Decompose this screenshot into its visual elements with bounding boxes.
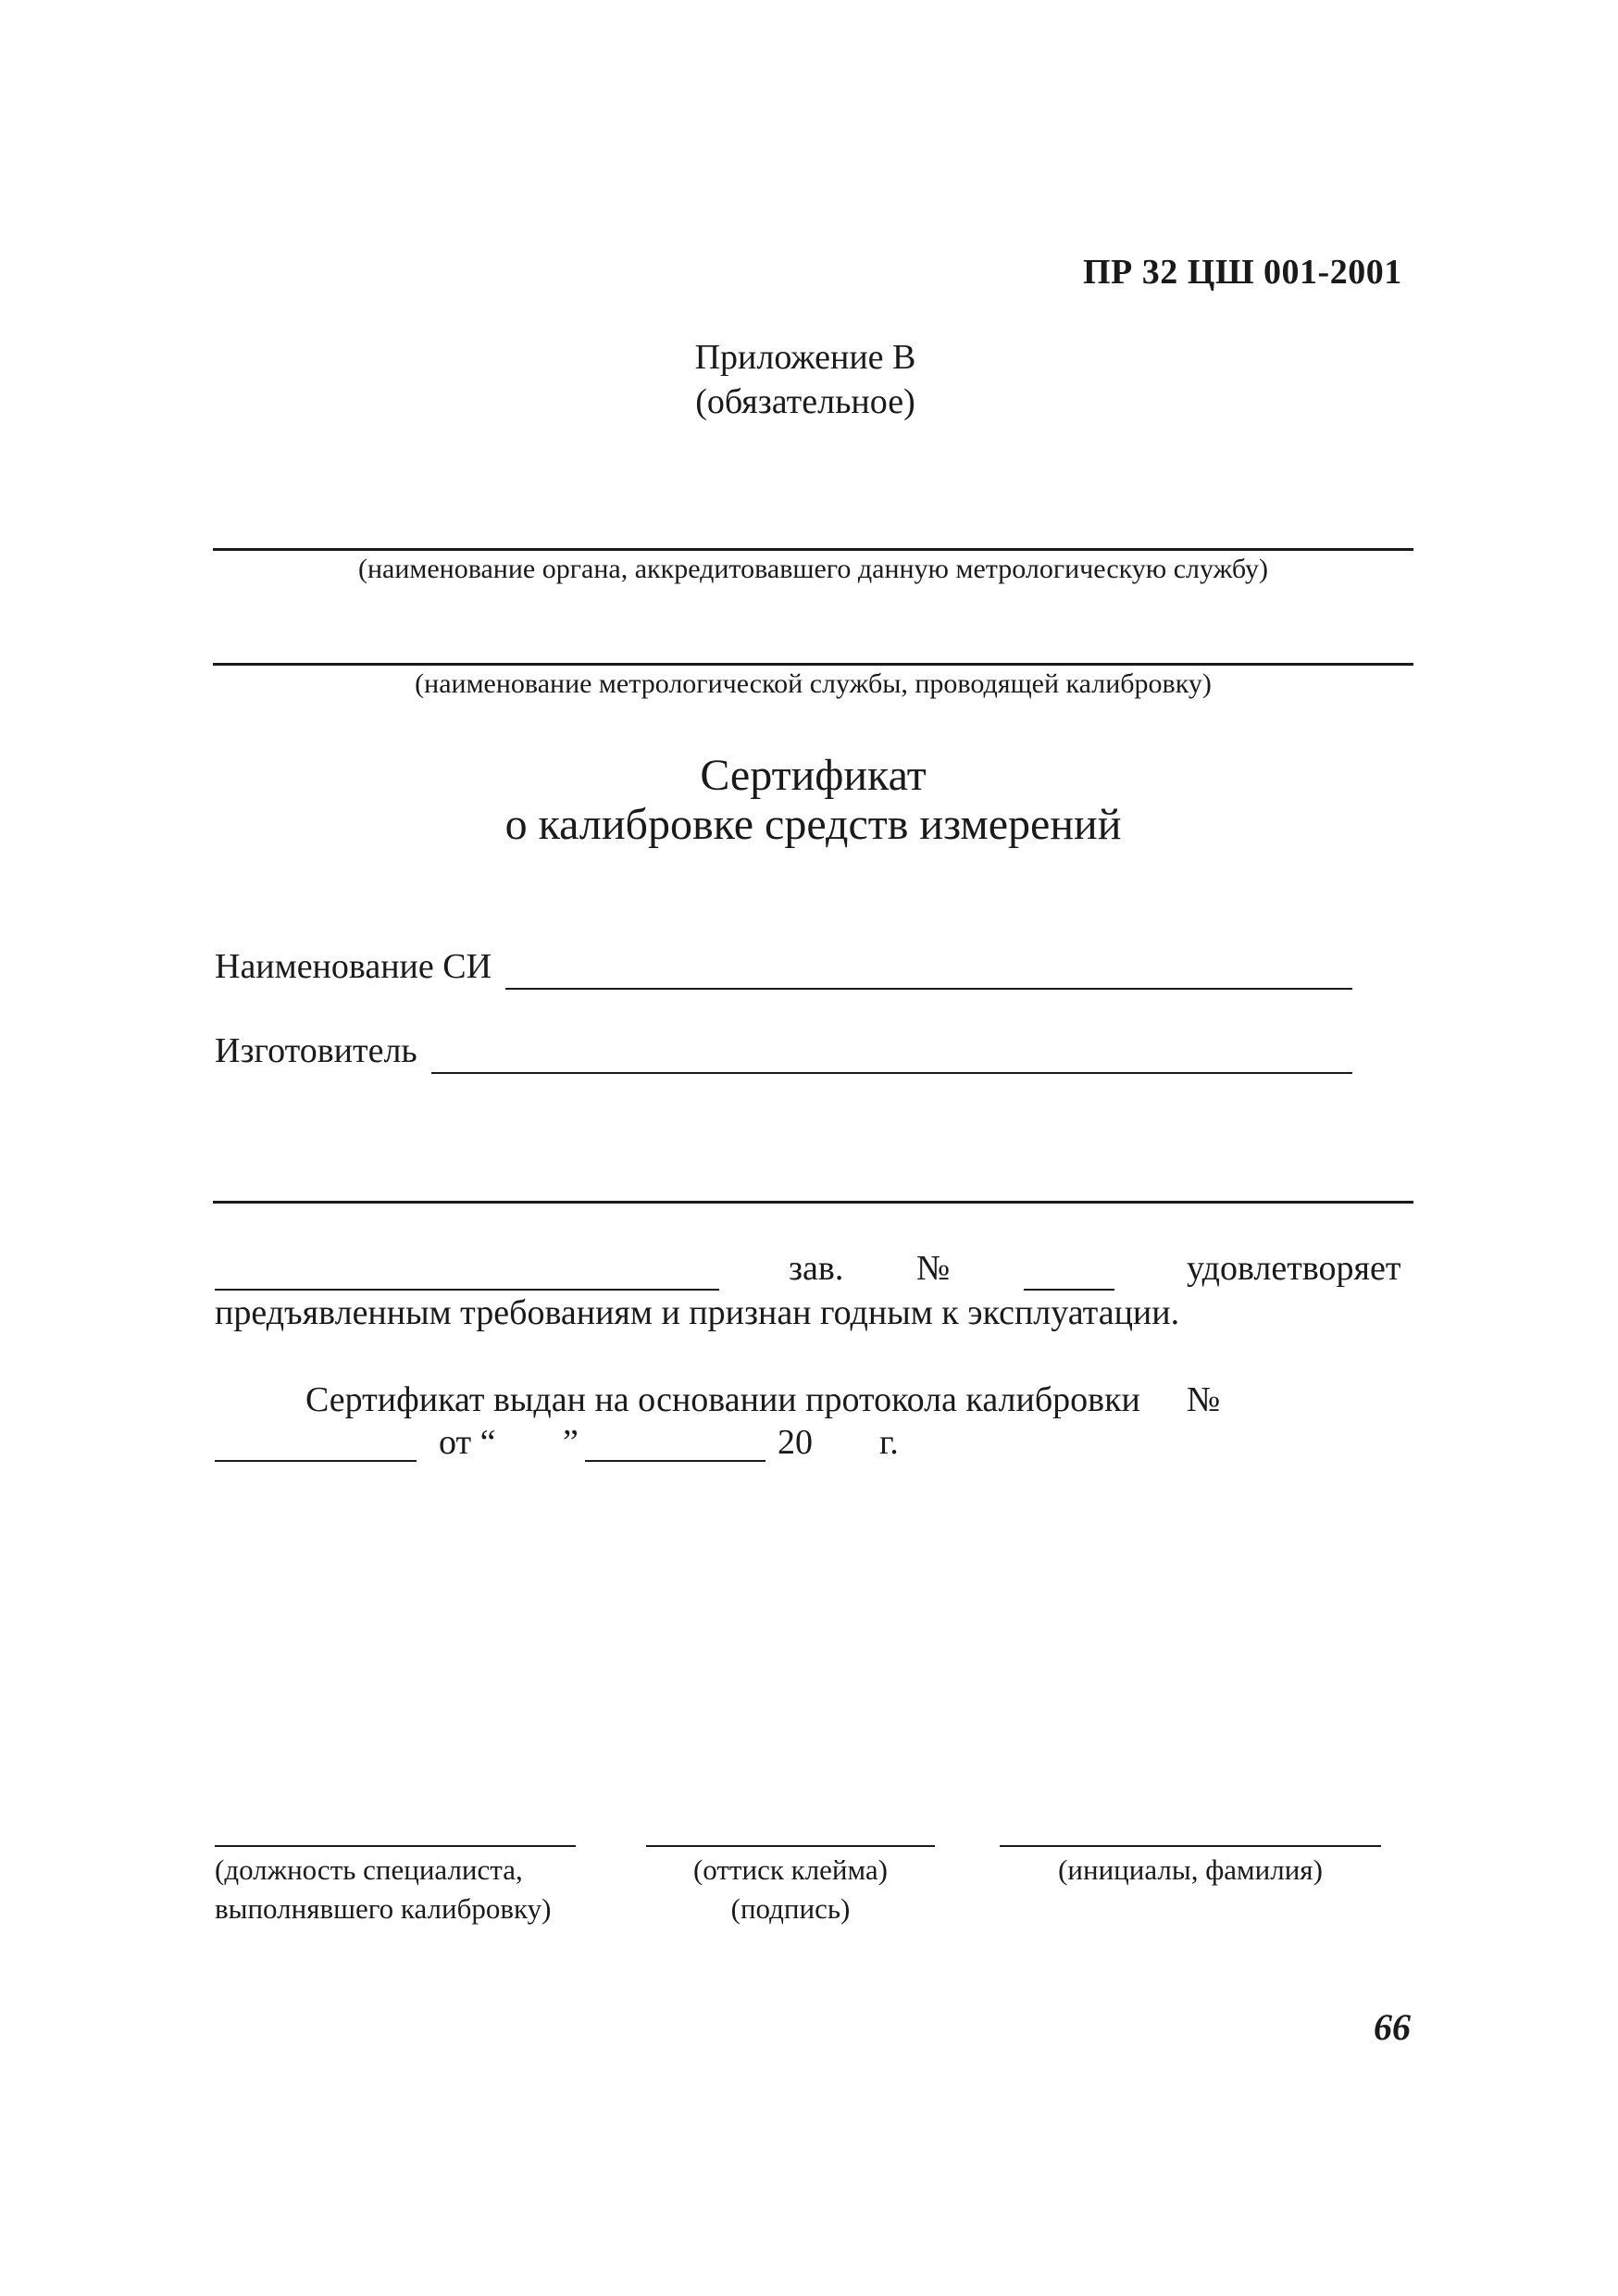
manufacturer-field — [431, 1072, 1352, 1074]
position-caption-line1: (должность специалиста, — [215, 1853, 523, 1886]
instrument-name-field — [505, 988, 1352, 990]
stamp-caption: (оттиск клейма) — [692, 1853, 889, 1886]
satisfies-text: удовлетворяет — [1187, 1249, 1401, 1288]
page-number: 66 — [1374, 2006, 1411, 2048]
manufacturer-label: Изготовитель — [215, 1031, 417, 1070]
name-caption: (инициалы, фамилия) — [1058, 1853, 1323, 1886]
conformity-statement: предъявленным требованиям и признан годным к эксплуатации. — [215, 1293, 1180, 1332]
accrediting-body-caption: (наименование органа, аккредитовавшего данную метрологическую службу) — [357, 554, 1269, 584]
metrology-service-caption: (наименование метрологической службы, проводящей калибровку) — [415, 668, 1212, 699]
position-caption-line2: выполнявшего калибровку) — [215, 1892, 552, 1925]
certificate-subtitle: о калибровке средств измерений — [504, 800, 1122, 849]
year-suffix: г. — [879, 1423, 899, 1462]
serial-number-field — [1024, 1250, 1114, 1291]
appendix-note: (обязательное) — [695, 382, 915, 421]
appendix-title: Приложение В — [694, 338, 916, 377]
instrument-name-label: Наименование СИ — [215, 947, 492, 986]
document-code: ПР 32 ЦШ 001-2001 — [1083, 253, 1402, 292]
position-signature-line — [215, 1845, 576, 1847]
instrument-type-field — [215, 1250, 719, 1291]
protocol-number-sign: № — [1187, 1380, 1221, 1419]
metrology-service-line — [213, 663, 1413, 666]
date-from-label: от “ — [439, 1423, 496, 1462]
name-signature-line — [1000, 1845, 1381, 1847]
instrument-details-line — [213, 1201, 1413, 1204]
serial-number-sign: № — [916, 1249, 951, 1288]
date-close-quote: ” — [563, 1423, 579, 1462]
accrediting-body-line — [213, 548, 1413, 551]
signature-caption: (подпись) — [730, 1892, 851, 1925]
year-prefix: 20 — [778, 1423, 813, 1462]
certificate-title: Сертификат — [700, 751, 927, 800]
stamp-signature-line — [646, 1845, 935, 1847]
serial-label: зав. — [789, 1249, 844, 1288]
issued-basis-text: Сертификат выдан на основании протокола калибровки — [305, 1380, 1140, 1419]
date-month-field — [585, 1421, 765, 1462]
protocol-number-field — [215, 1421, 417, 1462]
